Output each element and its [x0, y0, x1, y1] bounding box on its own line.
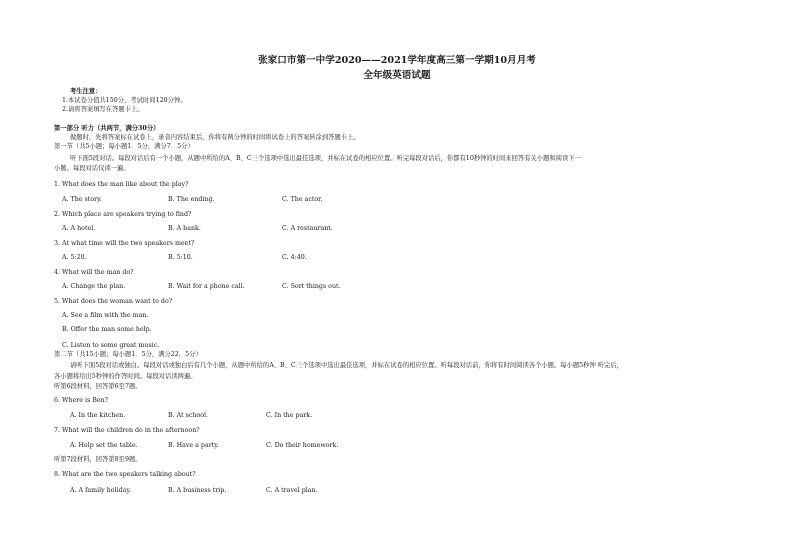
notice-item-1: 1.本试卷分值共150分，考试时间120分钟。: [62, 97, 187, 104]
listen-passage-6: 听第6段材料，回答第6至7题。: [54, 383, 142, 390]
question-1-option-b: B. The ending.: [168, 196, 215, 203]
section2-instructions-1: 请听下面5段对话或独白。每段对话或独白后有几个小题，从题中所给的A、B、C三个选项中选出最佳选项，并标在试卷的相应位置。听每段对话前，你将有时间阅读各个小题。每小题5秒钟 听完后，: [70, 362, 623, 369]
question-3-option-b: B. 5:10.: [168, 254, 193, 261]
question-3-option-a: A. 5:20.: [62, 254, 87, 261]
question-2-stem: 2. Which place are speakers trying to find?: [54, 211, 192, 218]
question-6-option-c: C. In the park.: [266, 412, 313, 419]
question-7-stem: 7. What will the children do in the afternoon?: [54, 427, 200, 434]
part1-intro: 做题时，先将答案标在试卷上，录音内容结束后，你将有两分钟的时间将试卷上的答案转涂到答题卡上。: [70, 134, 360, 141]
section2-heading: 第二节（共15小题；每小题1．5分，满分22．5分）: [54, 351, 202, 358]
section1-instructions-2: 小题。每段对话仅读一遍。: [54, 165, 130, 172]
section1-instructions-1: 听下面5段对话。每段对话后有一个小题，从题中所给的A、B、C三个选项中选出最佳选项，并标在试卷的相应位置。听完每段对话后，你都有10秒钟的时间来回答有关小题和阅读下一: [70, 155, 581, 162]
question-4-option-a: A. Change the plan.: [62, 283, 126, 290]
exam-subtitle: 全年级英语试题: [363, 70, 431, 81]
question-4-stem: 4. What will the man do?: [54, 269, 134, 276]
listen-passage-7: 听第7段材料，回答第8至9题。: [54, 456, 142, 463]
question-5-option-c: C. Listen to some great music.: [62, 342, 160, 349]
part1-heading: 第一部分 听力（共两节，满分30分）: [54, 125, 160, 132]
question-8-stem: 8. What are the two speakers talking about?: [54, 471, 196, 478]
notice-heading: 考生注意：: [70, 88, 102, 95]
question-8-option-b: B. A business trip.: [168, 487, 227, 494]
question-4-option-b: B. Wait for a phone call.: [168, 283, 245, 290]
question-7-option-b: B. Have a party.: [168, 442, 219, 449]
question-7-option-a: A. Help set the table.: [70, 442, 138, 449]
question-6-stem: 6. Where is Ben?: [54, 397, 109, 404]
question-1-stem: 1. What does the man like about the play?: [54, 181, 189, 188]
question-5-option-b: B. Offer the man some help.: [62, 326, 152, 333]
question-7-option-c: C. Do their homework.: [266, 442, 339, 449]
notice-item-2: 2.请将答案填写在答题卡上。: [62, 106, 144, 113]
question-5-stem: 5. What does the woman want to do?: [54, 298, 173, 305]
question-8-option-c: C. A travel plan.: [266, 487, 318, 494]
question-5-option-a: A. See a film with the man.: [62, 312, 149, 319]
section1-heading: 第一节（共5小题；每小题1．5分，满分7．5分）: [54, 143, 194, 150]
question-1-option-a: A. The story.: [62, 196, 102, 203]
question-1-option-c: C. The actor.: [282, 196, 323, 203]
question-3-stem: 3. At what time will the two speakers meet?: [54, 240, 195, 247]
section2-instructions-2: 各小题将给出5秒钟的作答时间。每段对话读两遍。: [54, 373, 197, 380]
question-2-option-b: B. A bank.: [168, 225, 201, 232]
question-6-option-a: A. In the kitchen.: [70, 412, 126, 419]
exam-title: 张家口市第一中学2020——2021学年度高三第一学期10月月考: [258, 55, 536, 66]
question-6-option-b: B. At school.: [168, 412, 209, 419]
question-3-option-c: C. 4:40.: [282, 254, 307, 261]
question-2-option-c: C. A restaurant.: [282, 225, 333, 232]
question-2-option-a: A. A hotel.: [62, 225, 96, 232]
question-8-option-a: A. A family holiday.: [70, 487, 132, 494]
question-4-option-c: C. Sort things out.: [282, 283, 341, 290]
